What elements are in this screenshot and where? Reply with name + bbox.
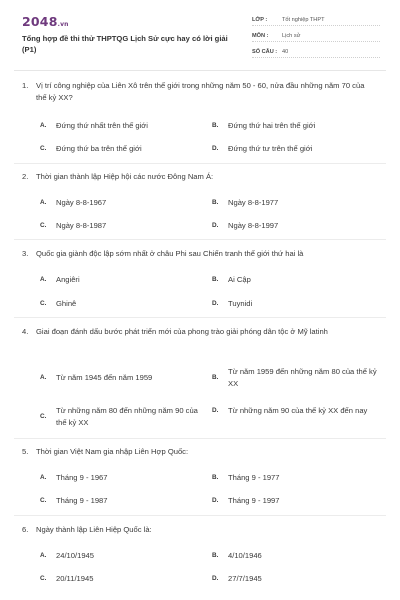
answer-option[interactable] [212,366,386,390]
question-number: 5. [22,447,29,456]
answer-letter: C. [40,497,47,504]
site-logo[interactable] [22,14,69,29]
answer-text: Từ những năm 80 đến những năm 90 của thế kỷ XX [56,406,198,427]
answer-text: Ai Cập [228,275,251,284]
question-5 [14,446,386,458]
question-text: Quốc gia giành độc lập sớm nhất ở châu Phi sau Chiến tranh thế giới thứ hai là [36,249,304,258]
answer-letter: C. [40,222,47,229]
meta-value: 40 [282,49,289,55]
answer-option[interactable] [40,405,204,429]
answer-letter: A. [40,199,47,206]
question-divider [14,438,386,439]
answer-option[interactable] [212,298,382,310]
answer-text: Tháng 9 - 1977 [228,473,280,482]
answer-option[interactable] [40,274,200,286]
question-text: Thời gian Việt Nam gia nhập Liên Hợp Quốc: [36,447,189,456]
header-divider [14,70,386,71]
answer-text: Từ năm 1959 đến những năm 80 của thế kỷ XX [228,367,377,388]
answer-option[interactable] [40,495,200,507]
answer-letter: C. [40,413,47,420]
answer-option[interactable] [40,372,200,384]
answer-option[interactable] [40,197,200,209]
meta-value: Lịch sử [282,33,301,39]
question-text: Ngày thành lập Liên Hiệp Quốc là: [36,525,152,534]
question-divider [14,317,386,318]
answer-text: Đứng thứ hai trên thế giới [228,121,316,130]
question-text: Vị trí công nghiệp của Liên Xô trên thế giới trong những năm 50 - 60, nửa đầu những năm 70 của thế kỷ XX? [36,81,365,102]
answer-text: 4/10/1946 [228,551,262,560]
question-4 [14,326,386,338]
answer-letter: B. [212,474,219,481]
answer-letter: D. [212,300,219,307]
question-text: Giai đoạn đánh dấu bước phát triển mới của phong trào giải phóng dân tộc ở Mỹ latinh [36,327,328,336]
question-2 [14,171,386,183]
answer-text: Tháng 9 - 1967 [56,473,108,482]
answer-option[interactable] [212,573,382,585]
answer-text: Ngày 8-8-1977 [228,198,279,207]
answer-option[interactable] [40,298,200,310]
answer-letter: D. [212,497,219,504]
answer-letter: C. [40,145,47,152]
answer-option[interactable] [40,120,200,132]
answer-text: 24/10/1945 [56,551,95,560]
answer-option[interactable] [40,573,200,585]
answer-text: Từ những năm 90 của thế kỷ XX đến nay [228,406,368,415]
answer-text: 20/11/1945 [56,574,94,583]
answer-option[interactable] [212,220,382,232]
answer-text: Đứng thứ nhất trên thế giới [56,121,148,130]
answer-text: Angiêri [56,275,80,284]
answer-letter: B. [212,374,219,381]
answer-text: Từ năm 1945 đến năm 1959 [56,373,153,382]
answer-letter: A. [40,122,47,129]
meta-key: SỐ CÂU : [252,49,278,55]
meta-key: LỚP : [252,17,268,23]
question-number: 2. [22,172,29,181]
answer-text: 27/7/1945 [228,574,262,583]
logo-main: 2048 [22,14,58,29]
answer-option[interactable] [40,550,200,562]
answer-letter: C. [40,575,47,582]
answer-option[interactable] [212,550,382,562]
answer-letter: B. [212,552,219,559]
meta-value: Tốt nghiệp THPT [282,17,325,23]
answer-option[interactable] [40,220,200,232]
document-title: Tổng hợp đề thi thử THPTQG Lịch Sử cực hay có lời giải (P1) [22,34,228,54]
answer-text: Ngày 8-8-1987 [56,221,107,230]
answer-text: Tháng 9 - 1987 [56,496,108,505]
meta-row-count [252,44,380,58]
answer-option[interactable] [212,274,382,286]
answer-letter: D. [212,575,219,582]
question-number: 4. [22,327,29,336]
answer-letter: A. [40,474,47,481]
answer-text: Ghinê [56,299,77,308]
meta-key: MÔN : [252,33,269,39]
answer-option[interactable] [212,405,386,417]
answer-text: Ngày 8-8-1997 [228,221,279,230]
answer-letter: A. [40,552,47,559]
answer-letter: D. [212,145,219,152]
answer-text: Tháng 9 - 1997 [228,496,280,505]
page-header [0,0,400,68]
question-1 [14,80,386,104]
answer-letter: B. [212,276,219,283]
answer-letter: D. [212,222,219,229]
logo-suffix: .vn [57,21,69,28]
question-text: Thời gian thành lập Hiệp hội các nước Đông Nam Á: [36,172,214,181]
answer-text: Tuynidi [228,299,253,308]
question-6 [14,524,386,536]
question-divider [14,163,386,164]
question-3 [14,248,386,260]
meta-row-subject [252,28,380,42]
answer-option[interactable] [212,120,382,132]
answer-option[interactable] [212,472,382,484]
question-number: 1. [22,81,29,90]
answer-text: Đứng thứ ba trên thế giới [56,144,142,153]
question-divider [14,239,386,240]
answer-option[interactable] [212,197,382,209]
answer-option[interactable] [212,143,382,155]
answer-text: Đứng thứ tư trên thế giới [228,144,313,153]
answer-option[interactable] [212,495,382,507]
meta-row-class [252,12,380,26]
question-number: 6. [22,525,29,534]
answer-text: Ngày 8-8-1967 [56,198,107,207]
exam-meta [252,12,380,60]
question-number: 3. [22,249,29,258]
answer-letter: A. [40,374,47,381]
answer-letter: D. [212,407,219,414]
question-divider [14,515,386,516]
answer-option[interactable] [40,143,200,155]
answer-option[interactable] [40,472,200,484]
answer-letter: C. [40,300,47,307]
answer-letter: A. [40,276,47,283]
answer-letter: B. [212,199,219,206]
answer-letter: B. [212,122,219,129]
